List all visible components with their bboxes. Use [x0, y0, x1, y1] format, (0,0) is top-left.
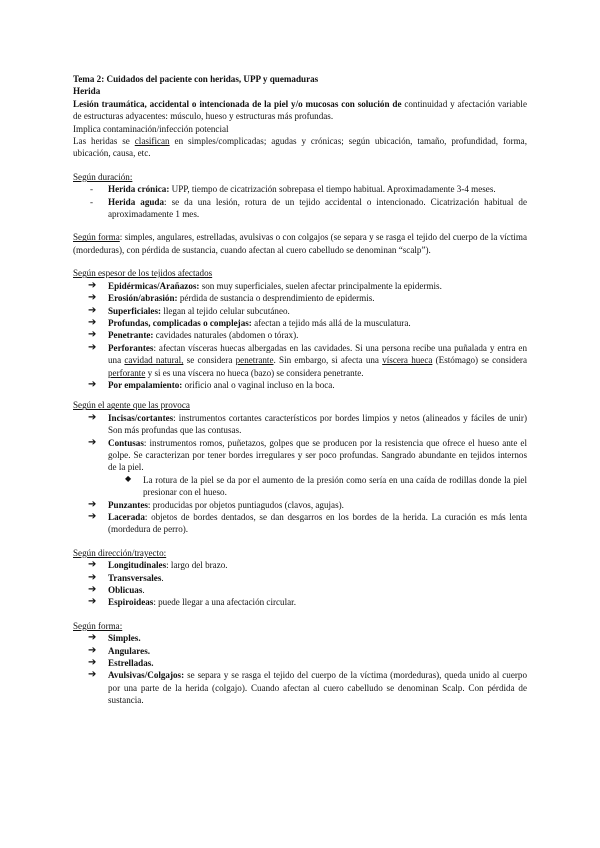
list-item: ➔ Angulares. [88, 644, 151, 656]
arrow-icon: ➔ [88, 596, 97, 608]
list-item: ➔ Contusas: instrumentos romos, puñetazos, golpes que se producen por la resistencia que ofrece el hueso ante el golpe. Se caracterizan por tener bordes irregulares y ser poco profundas. Sangrado abundante en tejidos internos de la piel. ◆ La rotura de la piel se da por el aumento de la presión como sería en una caída de rodillas donde la piel presionar con el hueso. [73, 437, 527, 499]
list-item: ➔ Espiroideas: puede llegar a una afectación circular. [88, 596, 296, 608]
forma2-list [73, 632, 527, 706]
arrow-icon: ➔ [88, 511, 97, 522]
list-item: ➔ Penetrante: cavidades naturales (abdomen o tórax). [88, 329, 299, 341]
heading-forma2: Según forma: [73, 620, 123, 631]
list-item: ➔ Perforantes: afectan vísceras huecas albergadas en las cavidades. Si una persona recibe una puñalada y entra en una cavidad natural, se considera penetrante. Sin embargo, si afecta una víscera hueca (Estómago) se considera perforante y si es una víscera no hueca (bazo) se considera penetrante. [88, 341, 527, 378]
document-body [73, 73, 527, 707]
list-item: ➔ Longitudinales: largo del brazo. [88, 559, 228, 571]
forma1-paragraph: Según forma: simples, angulares, estrelladas, avulsivas o con colgajos (se separa y se rasga el tejido del cuerpo de la víctima (mordeduras), con pérdida de sustancia, cuando afectan al cuero cabelludo se denominan “scalp”). [73, 232, 527, 255]
list-item: ➔ Erosión/abrasión: pérdida de sustancia o desprendimiento de epidermis. [88, 292, 375, 304]
list-item: ➔ Superficiales: llegan al tejido celular subcutáneo. [88, 304, 290, 316]
arrow-icon: ➔ [88, 292, 97, 304]
arrow-icon: ➔ [88, 329, 97, 341]
section-heading-herida: Herida [73, 86, 101, 97]
arrow-icon: ➔ [88, 436, 97, 448]
list-item: ➔ Avulsivas/Colgajos: se separa y se rasga el tejido del cuerpo de la víctima (mordeduras), queda unido al cuerpo por una parte de la herida (colgajo). Cuando afectan al cuero cabelludo se denominan Scalp. Con pérdida de sustancia. [88, 669, 527, 706]
arrow-icon: ➔ [88, 304, 97, 316]
definition-paragraph: Lesión traumática, accidental o intencionada de la piel y/o mucosas con solución de continuidad y afectación variable de estructuras adyacentes: músculo, hueso y estructuras más profundas. [73, 98, 527, 122]
direccion-list [73, 559, 527, 609]
arrow-icon: ➔ [88, 644, 97, 656]
arrow-icon: ➔ [88, 378, 97, 390]
heading-agente: Según el agente que las provoca [73, 400, 190, 411]
contusas-sublist [73, 474, 527, 499]
arrow-icon: ➔ [88, 669, 97, 681]
arrow-icon: ➔ [88, 559, 97, 571]
arrow-icon: ➔ [88, 411, 97, 423]
list-item: ➔ Estrelladas. [88, 657, 154, 669]
sub-list-item: ◆ La rotura de la piel se da por el aumento de la presión como sería en una caída de rodillas donde la piel presionar con el hueso. [125, 473, 527, 498]
list-item: ➔ Incisas/cortantes: instrumentos cortantes característicos por bordes limpios y netos (alineados y fáciles de unir) Son más profundas que las contusas. [88, 411, 527, 436]
document-title: Tema 2: Cuidados del paciente con heridas, UPP y quemaduras [73, 74, 319, 84]
list-item: ➔ Punzantes: producidas por objetos puntiagudos (clavos, agujas). [88, 498, 344, 510]
list-item: ➔ Simples. [88, 632, 141, 644]
implica-line: Implica contaminación/infección potencial [73, 123, 229, 134]
arrow-icon: ➔ [88, 632, 97, 644]
agente-list [73, 412, 527, 536]
list-item: - Herida crónica: UPP, tiempo de cicatrización sobrepasa el tiempo habitual. Aproximadamente 3-4 meses. [90, 184, 496, 195]
espesor-list [73, 280, 527, 392]
arrow-icon: ➔ [88, 279, 97, 291]
list-item: ➔ Transversales. [88, 571, 164, 583]
heading-duracion: Según duración: [73, 171, 133, 182]
list-item: ➔ Por empalamiento: orificio anal o vaginal incluso en la boca. [88, 378, 335, 390]
arrow-icon: ➔ [88, 584, 97, 596]
list-item: - Herida aguda: se da una lesión, rotura de un tejido accidental o intencionado. Cicatrización habitual de aproximadamente 1 mes. [90, 196, 528, 220]
duracion-list [73, 183, 527, 220]
arrow-icon: ➔ [88, 571, 97, 583]
arrow-icon: ➔ [88, 657, 97, 669]
arrow-icon: ➔ [88, 341, 97, 353]
clasificacion-paragraph: Las heridas se clasifican en simples/complicadas; agudas y crónicas; según ubicación, tamaño, profundidad, forma, ubicación, causa, etc. [73, 136, 527, 159]
heading-direccion: Según dirección/trayecto: [73, 547, 167, 558]
list-item: ➔ Profundas, complicadas o complejas: afectan a tejido más allá de la musculatura. [88, 316, 411, 328]
arrow-icon: ➔ [88, 316, 97, 328]
heading-espesor: Según espesor de los tejidos afectados [73, 268, 213, 279]
list-item: ➔ Lacerada: objetos de bordes dentados, se dan desgarros en los bordes de la herida. La curación es más lenta (mordedura de perro). [88, 511, 527, 535]
list-item: ➔ Oblicuas. [88, 584, 145, 596]
list-item: ➔ Epidérmicas/Arañazos: son muy superficiales, suelen afectar principalmente la epidermis. [88, 279, 442, 291]
arrow-icon: ➔ [88, 498, 97, 510]
diamond-bullet-icon: ◆ [125, 473, 132, 483]
